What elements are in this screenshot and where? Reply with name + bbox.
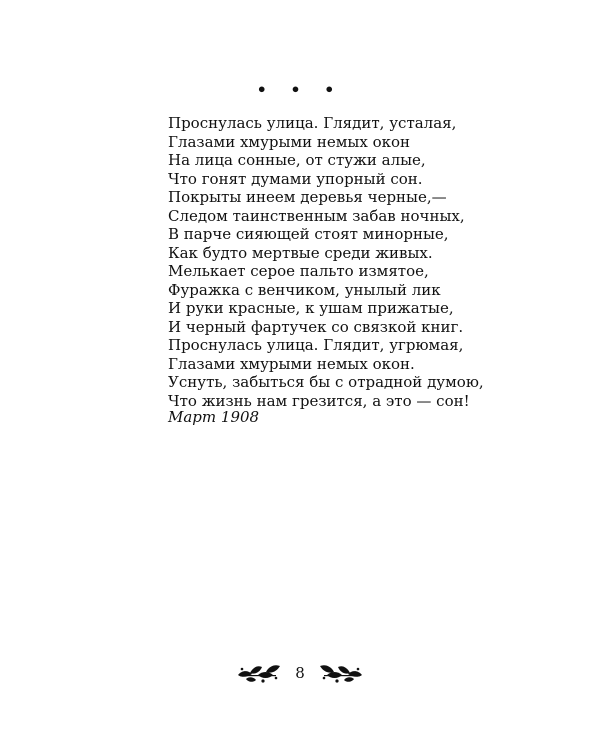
poem-line: Покрыты инеем деревья черные,—: [168, 188, 447, 206]
poem-line: Мелькает серое пальто измятое,: [168, 262, 429, 280]
poem-line: Следом таинственным забав ночных,: [168, 206, 465, 225]
poem-line: Уснуть, забыться бы с отрадной думою,: [168, 373, 484, 391]
section-dinkus: • • •: [256, 80, 344, 99]
poem-line: В парче сияющей стоят минорные,: [168, 225, 449, 243]
leaf-ornament-icon: [318, 661, 364, 685]
poem-line: Как будто мертвые среди живых.: [168, 243, 433, 262]
poem-date: Март 1908: [168, 408, 260, 426]
poem-line: Проснулась улица. Глядит, усталая,: [168, 114, 457, 132]
poem-line: И руки красные, к ушам прижатые,: [168, 299, 454, 317]
poem-line: И черный фартучек со связкой книг.: [168, 317, 464, 336]
poem-line: На лица сонные, от стужи алые,: [168, 151, 426, 169]
poem-line: Проснулась улица. Глядит, угрюмая,: [168, 336, 464, 354]
poem-line: Глазами хмурыми немых окон: [168, 132, 411, 151]
page-number: 8: [295, 664, 305, 682]
leaf-ornament-icon: [236, 661, 282, 685]
poem-line: Что жизнь нам грезится, а это — сон!: [168, 391, 470, 410]
page-footer: [0, 658, 600, 688]
poem-line: Глазами хмурыми немых окон.: [168, 354, 415, 373]
poem-line: Фуражка с венчиком, унылый лик: [168, 280, 441, 299]
poem-line: Что гонят думами упорный сон.: [168, 169, 423, 188]
poem-body: [168, 114, 588, 410]
